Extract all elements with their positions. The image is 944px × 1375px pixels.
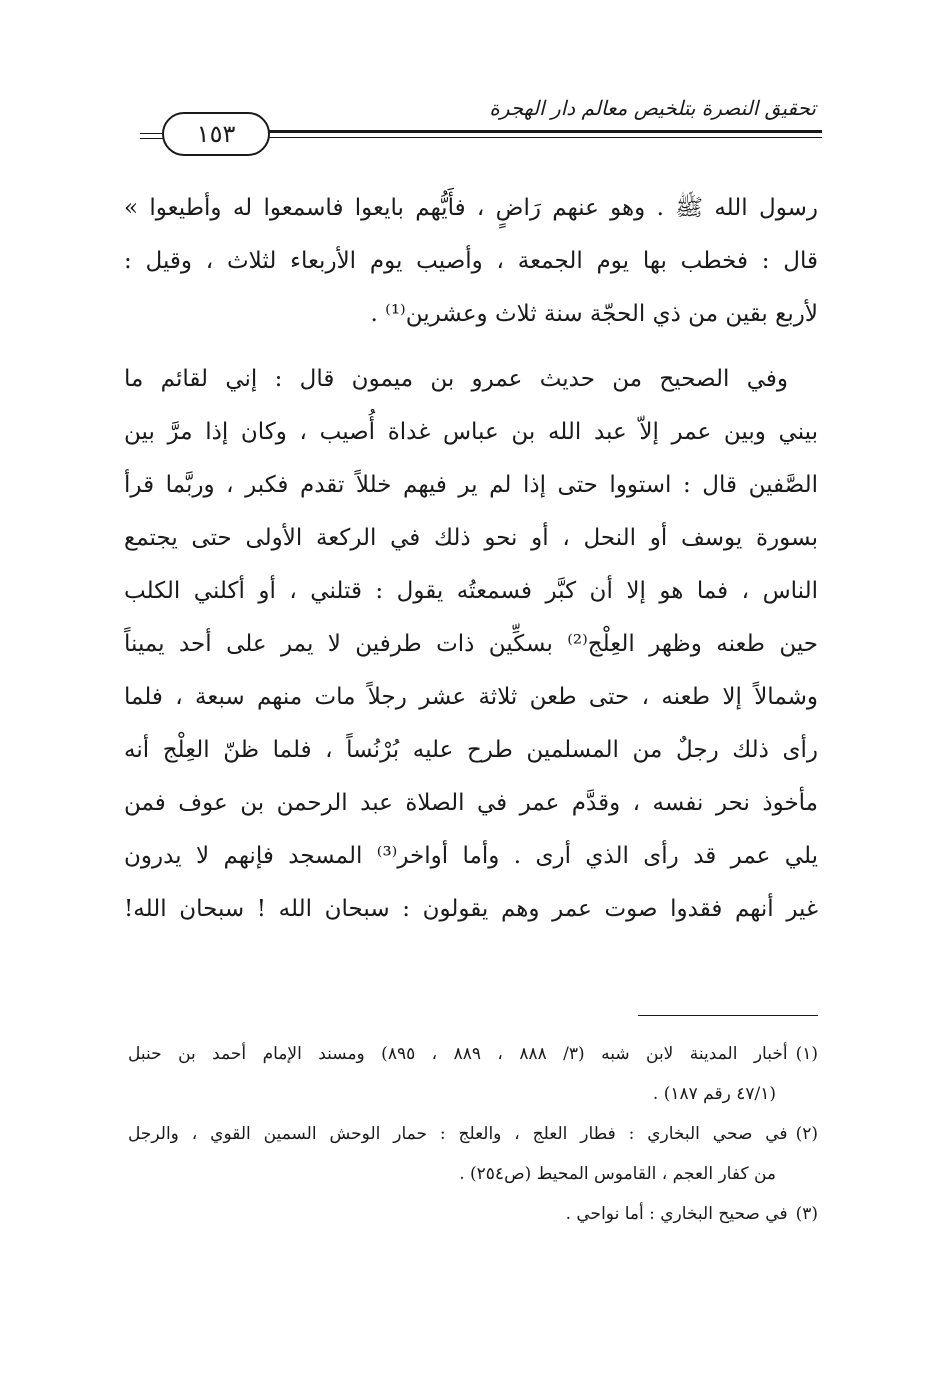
text-line: وشمالاً إلا طعنه ، حتى طعن ثلاثة عشر رجلاً مات منهم سبعة ، فلما — [124, 684, 818, 710]
footnote-number: (٢) — [795, 1124, 818, 1144]
text-line: وفي الصحيح من حديث عمرو بن ميمون قال : إني لقائم ما — [124, 366, 788, 392]
text-line: مأخوذ نحر نفسه ، وقدَّم عمر في الصلاة عبد الرحمن بن عوف فمن — [124, 790, 818, 816]
footnote-number: (١) — [795, 1044, 818, 1064]
text-line: بسورة يوسف أو النحل ، أو نحو ذلك في الركعة الأولى حتى يجتمع — [124, 525, 818, 551]
header-rule-thin — [262, 137, 822, 138]
page-number: ١٥٣ — [162, 112, 270, 156]
footnote-text: في صحي البخاري : فطار العلج ، والعلج : حمار الوحش السمين القوي ، والرجل — [128, 1124, 788, 1144]
footnote-3 — [128, 1194, 818, 1234]
text-line: الناس ، فما هو إلا أن كبَّر فسمعتُه يقول : قتلني ، أو أكلني الكلب — [124, 578, 818, 604]
header-rule-thick — [262, 130, 822, 133]
footnote-text: في صحيح البخاري : أما نواحي . — [565, 1204, 788, 1224]
text-line: قال : فخطب بها يوم الجمعة ، وأصيب يوم الأربعاء لثلاث ، وقيل : — [124, 248, 818, 274]
footnote-1 — [128, 1034, 818, 1074]
main-text — [124, 182, 818, 936]
text-line: رأى ذلك رجلٌ من المسلمين طرح عليه بُرْنُساً ، فلما ظنّ العِلْج أنه — [124, 737, 818, 763]
text-line: رسول الله ﷺ . وهو عنهم رَاضٍ ، فأَيُّهم بايعوا فاسمعوا له وأطيعوا » — [124, 195, 818, 221]
footnote-number: (٣) — [795, 1204, 818, 1224]
text-line: غير أنهم فقدوا صوت عمر وهم يقولون : سبحان الله ! سبحان الله! — [124, 896, 818, 922]
text-line: يلي عمر قد رأى الذي أرى . وأما أواخر⁽³⁾ المسجد فإنهم لا يدرون — [124, 843, 818, 869]
footnotes — [128, 1034, 818, 1234]
footnote-separator — [638, 1015, 818, 1016]
text-line: بيني وبين عمر إلاّ عبد الله بن عباس غداة أُصيب ، وكان إذا مرَّ بين — [124, 419, 818, 445]
footnote-1-continuation: (٤٧/١ رقم ١٨٧) . — [652, 1084, 776, 1104]
footnote-2 — [128, 1114, 818, 1154]
footnote-text: أخبار المدينة لابن شبه (٣/ ٨٨٨ ، ٨٨٩ ، ٨٩٥) ومسند الإمام أحمد بن حنبل — [128, 1044, 788, 1064]
text-line: حين طعنه وظهر العِلْج⁽²⁾ بسكِّين ذات طرفين لا يمر على أحد يميناً — [124, 631, 818, 657]
running-title: تحقيق النصرة بتلخيص معالم دار الهجرة — [489, 96, 816, 120]
text-line: الصَّفين قال : استووا حتى إذا لم ير فيهم خللاً تقدم فكبر ، وربَّما قرأ — [124, 472, 818, 498]
text-line: لأربع بقين من ذي الحجّة سنة ثلاث وعشرين⁽¹⁾ . — [370, 301, 818, 327]
footnote-2-continuation: من كفار العجم ، القاموس المحيط (ص٢٥٤) . — [459, 1164, 776, 1184]
